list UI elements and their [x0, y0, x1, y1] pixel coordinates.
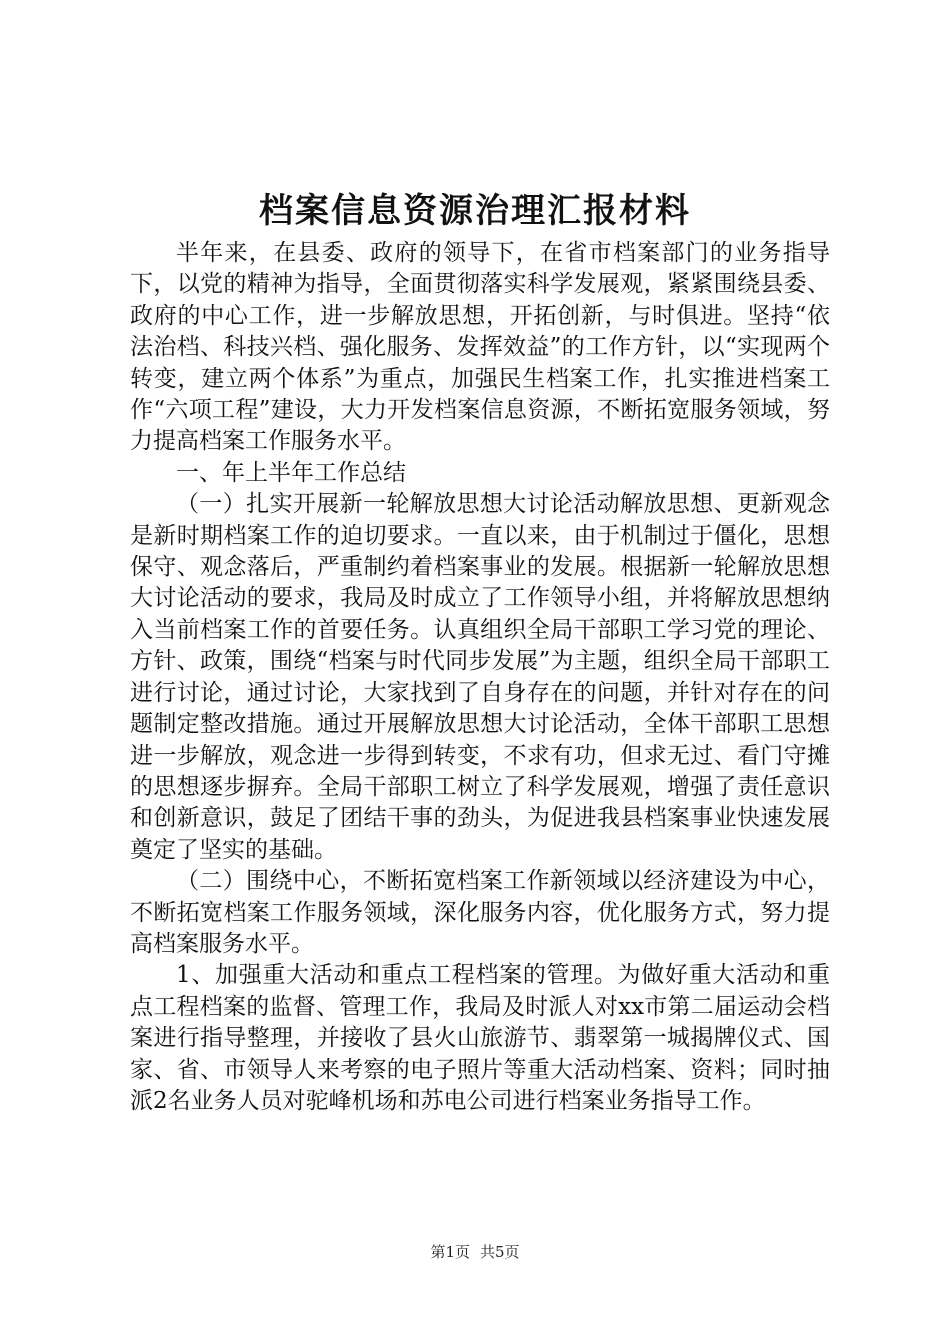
subsection-1-paragraph: （一）扎实开展新一轮解放思想大讨论活动解放思想、更新观念是新时期档案工作的迫切要求。一直以来，由于机制过于僵化，思想保守、观念落后，严重制约着档案事业的发展。根据新一轮解放思想大讨论活动的要求，我局及时成立了工作领导小组，并将解放思想纳入当前档案工作的首要任务。认真组织全局干部职工学习党的理论、方针、政策，围绕“档案与时代同步发展”为主题，组织全局干部职工进行讨论，通过讨论，大家找到了自身存在的问题，并针对存在的问题制定整改措施。通过开展解放思想大讨论活动，全体干部职工思想进一步解放，观念进一步得到转变，不求有功，但求无过、看门守摊的思想逐步摒弃。全局干部职工树立了科学发展观，增强了责任意识和创新意识，鼓足了团结干事的劲头，为促进我县档案事业快速发展奠定了坚实的基础。 [130, 491, 830, 863]
subsection-2-paragraph: （二）围绕中心，不断拓宽档案工作新领域以经济建设为中心，不断拓宽档案工作服务领域，深化服务内容，优化服务方式，努力提高档案服务水平。 [130, 868, 830, 957]
page-number-total: 共5页 [480, 1243, 520, 1261]
document-body [130, 238, 830, 1117]
page-footer [0, 1241, 950, 1263]
item-1-paragraph: 1、加强重大活动和重点工程档案的管理。为做好重大活动和重点工程档案的监督、管理工作，我局及时派人对xx市第二届运动会档案进行指导整理，并接收了县火山旅游节、翡翠第一城揭牌仪式、国家、省、市领导人来考察的电子照片等重大活动档案、资料；同时抽派2名业务人员对驼峰机场和苏电公司进行档案业务指导工作。 [130, 962, 830, 1114]
document-title: 档案信息资源治理汇报材料 [259, 191, 691, 231]
intro-paragraph: 半年来，在县委、政府的领导下，在省市档案部门的业务指导下，以党的精神为指导，全面贯彻落实科学发展观，紧紧围绕县委、政府的中心工作，进一步解放思想，开拓创新，与时俱进。坚持“依法治档、科技兴档、强化服务、发挥效益”的工作方针，以“实现两个转变，建立两个体系”为重点，加强民生档案工作，扎实推进档案工作“六项工程”建设，大力开发档案信息资源，不断拓宽服务领域，努力提高档案工作服务水平。 [130, 240, 830, 455]
page-number-current: 第1页 [430, 1243, 470, 1261]
section-heading-1: 一、年上半年工作总结 [176, 459, 406, 486]
